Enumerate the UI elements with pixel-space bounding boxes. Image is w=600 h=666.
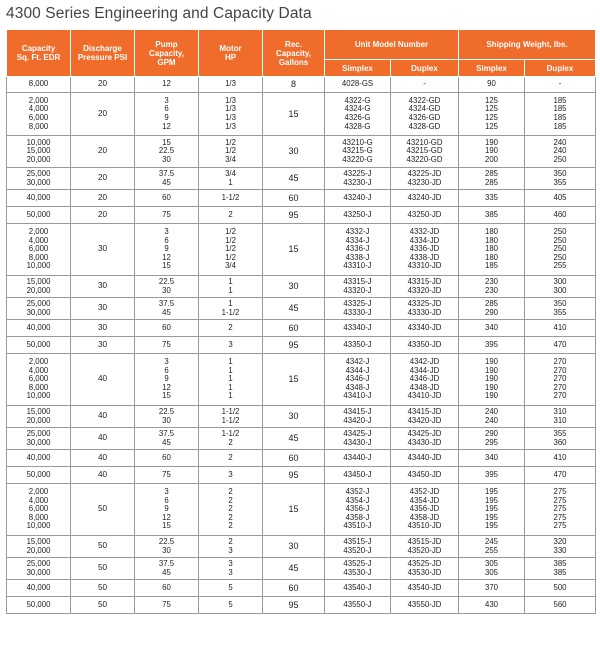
table-row xyxy=(7,224,596,276)
simplex-model-cell: 43540-J xyxy=(325,580,391,597)
discharge-pressure-cell: 40 xyxy=(71,354,135,406)
discharge-pressure-cell: 40 xyxy=(71,467,135,484)
simplex-model-cell: 43550-J xyxy=(325,597,391,614)
duplex-weight-cell: 250 250 250 250 255 xyxy=(525,224,596,276)
discharge-pressure-cell: 40 xyxy=(71,406,135,428)
header-model-duplex: Duplex xyxy=(391,60,459,77)
discharge-pressure-cell: 50 xyxy=(71,597,135,614)
table-row xyxy=(7,190,596,207)
simplex-weight-cell: 245 255 xyxy=(459,536,525,558)
simplex-weight-cell: 230 230 xyxy=(459,276,525,298)
pump-gpm-cell: 37.5 45 xyxy=(135,168,199,190)
rec-capacity-cell: 15 xyxy=(263,354,325,406)
pump-gpm-cell: 3 6 9 12 15 xyxy=(135,224,199,276)
pump-gpm-cell: 22.5 30 xyxy=(135,536,199,558)
simplex-model-cell: 43240-J xyxy=(325,190,391,207)
simplex-weight-cell: 430 xyxy=(459,597,525,614)
capacity-cell: 40,000 xyxy=(7,450,71,467)
table-row xyxy=(7,207,596,224)
duplex-weight-cell: 460 xyxy=(525,207,596,224)
duplex-model-cell: 43340-JD xyxy=(391,320,459,337)
table-row xyxy=(7,484,596,536)
rec-capacity-cell: 95 xyxy=(263,337,325,354)
table-row xyxy=(7,536,596,558)
motor-hp-cell: 1/2 1/2 3/4 xyxy=(199,136,263,168)
simplex-model-cell: 4332-J 4334-J 4336-J 4338-J 43310-J xyxy=(325,224,391,276)
motor-hp-cell: 1 1 1 1 1 xyxy=(199,354,263,406)
header-shipping-weight: Shipping Weight, lbs. xyxy=(459,30,596,60)
simplex-model-cell: 43425-J 43430-J xyxy=(325,428,391,450)
capacity-cell: 10,000 15,000 20,000 xyxy=(7,136,71,168)
pump-gpm-cell: 75 xyxy=(135,337,199,354)
motor-hp-cell: 1 1 xyxy=(199,276,263,298)
rec-capacity-cell: 8 xyxy=(263,77,325,93)
discharge-pressure-cell: 30 xyxy=(71,276,135,298)
discharge-pressure-cell: 40 xyxy=(71,450,135,467)
simplex-weight-cell: 90 xyxy=(459,77,525,93)
table-row xyxy=(7,580,596,597)
table-row xyxy=(7,77,596,93)
header-weight-simplex: Simplex xyxy=(459,60,525,77)
duplex-model-cell: 4342-JD 4344-JD 4346-JD 4348-JD 43410-JD xyxy=(391,354,459,406)
table-row xyxy=(7,467,596,484)
simplex-model-cell: 43325-J 43330-J xyxy=(325,298,391,320)
rec-capacity-cell: 95 xyxy=(263,597,325,614)
simplex-model-cell: 43350-J xyxy=(325,337,391,354)
motor-hp-cell: 2 xyxy=(199,207,263,224)
duplex-model-cell: 43540-JD xyxy=(391,580,459,597)
discharge-pressure-cell: 50 xyxy=(71,536,135,558)
discharge-pressure-cell: 50 xyxy=(71,580,135,597)
discharge-pressure-cell: 20 xyxy=(71,190,135,207)
simplex-model-cell: 43210-G 43215-G 43220-G xyxy=(325,136,391,168)
duplex-model-cell: 4332-JD 4334-JD 4336-JD 4338-JD 43310-JD xyxy=(391,224,459,276)
discharge-pressure-cell: 20 xyxy=(71,93,135,136)
simplex-weight-cell: 305 305 xyxy=(459,558,525,580)
duplex-weight-cell: 240 240 250 xyxy=(525,136,596,168)
simplex-weight-cell: 290 295 xyxy=(459,428,525,450)
motor-hp-cell: 1-1/2 2 xyxy=(199,428,263,450)
rec-capacity-cell: 45 xyxy=(263,298,325,320)
header-unit-model-number: Unit Model Number xyxy=(325,30,459,60)
motor-hp-cell: 1/3 xyxy=(199,77,263,93)
duplex-model-cell: 43240-JD xyxy=(391,190,459,207)
pump-gpm-cell: 3 6 9 12 15 xyxy=(135,484,199,536)
simplex-weight-cell: 370 xyxy=(459,580,525,597)
simplex-model-cell: 43525-J 43530-J xyxy=(325,558,391,580)
motor-hp-cell: 3 3 xyxy=(199,558,263,580)
duplex-weight-cell: 500 xyxy=(525,580,596,597)
discharge-pressure-cell: 30 xyxy=(71,320,135,337)
duplex-weight-cell: 300 300 xyxy=(525,276,596,298)
duplex-model-cell: 43225-JD 43230-JD xyxy=(391,168,459,190)
pump-gpm-cell: 75 xyxy=(135,597,199,614)
table-row xyxy=(7,276,596,298)
duplex-model-cell: 43450-JD xyxy=(391,467,459,484)
duplex-weight-cell: 270 270 270 270 270 xyxy=(525,354,596,406)
simplex-weight-cell: 190 190 190 190 190 xyxy=(459,354,525,406)
duplex-weight-cell: 185 185 185 185 xyxy=(525,93,596,136)
duplex-model-cell: 43525-JD 43530-JD xyxy=(391,558,459,580)
capacity-cell: 25,000 30,000 xyxy=(7,168,71,190)
pump-gpm-cell: 60 xyxy=(135,450,199,467)
rec-capacity-cell: 30 xyxy=(263,136,325,168)
rec-capacity-cell: 95 xyxy=(263,467,325,484)
duplex-model-cell: 43550-JD xyxy=(391,597,459,614)
duplex-weight-cell: 350 355 xyxy=(525,298,596,320)
simplex-weight-cell: 285 290 xyxy=(459,298,525,320)
capacity-cell: 50,000 xyxy=(7,207,71,224)
pump-gpm-cell: 37.5 45 xyxy=(135,298,199,320)
rec-capacity-cell: 60 xyxy=(263,320,325,337)
pump-gpm-cell: 60 xyxy=(135,580,199,597)
simplex-weight-cell: 395 xyxy=(459,337,525,354)
rec-capacity-cell: 60 xyxy=(263,580,325,597)
simplex-model-cell: 4352-J 4354-J 4356-J 4358-J 43510-J xyxy=(325,484,391,536)
table-row xyxy=(7,428,596,450)
motor-hp-cell: 3/4 1 xyxy=(199,168,263,190)
header-motor-hp: Motor HP xyxy=(199,30,263,77)
pump-gpm-cell: 15 22.5 30 xyxy=(135,136,199,168)
motor-hp-cell: 1/3 1/3 1/3 1/3 xyxy=(199,93,263,136)
duplex-model-cell: 43425-JD 43430-JD xyxy=(391,428,459,450)
motor-hp-cell: 1 1-1/2 xyxy=(199,298,263,320)
capacity-cell: 2,000 4,000 6,000 8,000 10,000 xyxy=(7,224,71,276)
duplex-model-cell: - xyxy=(391,77,459,93)
motor-hp-cell: 5 xyxy=(199,580,263,597)
capacity-cell: 2,000 4,000 6,000 8,000 10,000 xyxy=(7,484,71,536)
discharge-pressure-cell: 30 xyxy=(71,298,135,320)
duplex-model-cell: 43210-GD 43215-GD 43220-GD xyxy=(391,136,459,168)
capacity-cell: 25,000 30,000 xyxy=(7,298,71,320)
capacity-cell: 40,000 xyxy=(7,320,71,337)
discharge-pressure-cell: 20 xyxy=(71,77,135,93)
simplex-weight-cell: 385 xyxy=(459,207,525,224)
duplex-model-cell: 43315-JD 43320-JD xyxy=(391,276,459,298)
header-pump-capacity: Pump Capacity, GPM xyxy=(135,30,199,77)
duplex-model-cell: 43325-JD 43330-JD xyxy=(391,298,459,320)
simplex-model-cell: 4028-GS xyxy=(325,77,391,93)
rec-capacity-cell: 15 xyxy=(263,93,325,136)
capacity-cell: 40,000 xyxy=(7,580,71,597)
discharge-pressure-cell: 20 xyxy=(71,207,135,224)
rec-capacity-cell: 60 xyxy=(263,190,325,207)
duplex-weight-cell: 355 360 xyxy=(525,428,596,450)
simplex-weight-cell: 195 195 195 195 195 xyxy=(459,484,525,536)
page-title: 4300 Series Engineering and Capacity Data xyxy=(6,5,312,22)
simplex-weight-cell: 240 240 xyxy=(459,406,525,428)
duplex-model-cell: 43250-JD xyxy=(391,207,459,224)
discharge-pressure-cell: 50 xyxy=(71,484,135,536)
simplex-weight-cell: 190 190 200 xyxy=(459,136,525,168)
duplex-weight-cell: 275 275 275 275 275 xyxy=(525,484,596,536)
simplex-model-cell: 43225-J 43230-J xyxy=(325,168,391,190)
duplex-weight-cell: 470 xyxy=(525,337,596,354)
duplex-weight-cell: 350 355 xyxy=(525,168,596,190)
rec-capacity-cell: 95 xyxy=(263,207,325,224)
simplex-model-cell: 43250-J xyxy=(325,207,391,224)
simplex-model-cell: 43415-J 43420-J xyxy=(325,406,391,428)
duplex-model-cell: 4322-GD 4324-GD 4326-GD 4328-GD xyxy=(391,93,459,136)
rec-capacity-cell: 45 xyxy=(263,558,325,580)
pump-gpm-cell: 75 xyxy=(135,207,199,224)
simplex-weight-cell: 395 xyxy=(459,467,525,484)
capacity-cell: 15,000 20,000 xyxy=(7,406,71,428)
simplex-weight-cell: 340 xyxy=(459,450,525,467)
simplex-weight-cell: 340 xyxy=(459,320,525,337)
table-body xyxy=(7,77,596,614)
pump-gpm-cell: 37.5 45 xyxy=(135,558,199,580)
duplex-weight-cell: 385 385 xyxy=(525,558,596,580)
simplex-model-cell: 43440-J xyxy=(325,450,391,467)
duplex-weight-cell: - xyxy=(525,77,596,93)
motor-hp-cell: 1-1/2 xyxy=(199,190,263,207)
motor-hp-cell: 1-1/2 1-1/2 xyxy=(199,406,263,428)
table-row xyxy=(7,136,596,168)
rec-capacity-cell: 15 xyxy=(263,224,325,276)
motor-hp-cell: 2 2 2 2 2 xyxy=(199,484,263,536)
duplex-weight-cell: 410 xyxy=(525,450,596,467)
table-row xyxy=(7,450,596,467)
table-row xyxy=(7,558,596,580)
pump-gpm-cell: 3 6 9 12 xyxy=(135,93,199,136)
capacity-cell: 2,000 4,000 6,000 8,000 10,000 xyxy=(7,354,71,406)
capacity-cell: 50,000 xyxy=(7,597,71,614)
duplex-model-cell: 43350-JD xyxy=(391,337,459,354)
pump-gpm-cell: 12 xyxy=(135,77,199,93)
discharge-pressure-cell: 20 xyxy=(71,136,135,168)
pump-gpm-cell: 60 xyxy=(135,190,199,207)
header-model-simplex: Simplex xyxy=(325,60,391,77)
motor-hp-cell: 2 3 xyxy=(199,536,263,558)
capacity-cell: 8,000 xyxy=(7,77,71,93)
duplex-weight-cell: 405 xyxy=(525,190,596,207)
pump-gpm-cell: 22.5 30 xyxy=(135,276,199,298)
simplex-model-cell: 43340-J xyxy=(325,320,391,337)
rec-capacity-cell: 30 xyxy=(263,406,325,428)
capacity-cell: 40,000 xyxy=(7,190,71,207)
simplex-weight-cell: 180 180 180 180 185 xyxy=(459,224,525,276)
duplex-weight-cell: 410 xyxy=(525,320,596,337)
capacity-cell: 25,000 30,000 xyxy=(7,428,71,450)
discharge-pressure-cell: 30 xyxy=(71,337,135,354)
duplex-weight-cell: 560 xyxy=(525,597,596,614)
duplex-weight-cell: 320 330 xyxy=(525,536,596,558)
rec-capacity-cell: 15 xyxy=(263,484,325,536)
capacity-cell: 15,000 20,000 xyxy=(7,276,71,298)
pump-gpm-cell: 37.5 45 xyxy=(135,428,199,450)
capacity-data-table xyxy=(6,29,596,614)
capacity-cell: 2,000 4,000 6,000 8,000 xyxy=(7,93,71,136)
motor-hp-cell: 3 xyxy=(199,467,263,484)
pump-gpm-cell: 75 xyxy=(135,467,199,484)
duplex-model-cell: 43440-JD xyxy=(391,450,459,467)
duplex-model-cell: 43415-JD 43420-JD xyxy=(391,406,459,428)
discharge-pressure-cell: 30 xyxy=(71,224,135,276)
duplex-weight-cell: 310 310 xyxy=(525,406,596,428)
rec-capacity-cell: 60 xyxy=(263,450,325,467)
discharge-pressure-cell: 40 xyxy=(71,428,135,450)
capacity-cell: 25,000 30,000 xyxy=(7,558,71,580)
pump-gpm-cell: 3 6 9 12 15 xyxy=(135,354,199,406)
simplex-model-cell: 43315-J 43320-J xyxy=(325,276,391,298)
simplex-model-cell: 43515-J 43520-J xyxy=(325,536,391,558)
capacity-cell: 50,000 xyxy=(7,467,71,484)
header-discharge-pressure: Discharge Pressure PSI xyxy=(71,30,135,77)
table-row xyxy=(7,337,596,354)
header-capacity: Capacity Sq. Ft. EDR xyxy=(7,30,71,77)
header-rec-capacity: Rec. Capacity, Gallons xyxy=(263,30,325,77)
duplex-weight-cell: 470 xyxy=(525,467,596,484)
motor-hp-cell: 5 xyxy=(199,597,263,614)
header-weight-duplex: Duplex xyxy=(525,60,596,77)
rec-capacity-cell: 45 xyxy=(263,168,325,190)
rec-capacity-cell: 30 xyxy=(263,276,325,298)
table-row xyxy=(7,168,596,190)
motor-hp-cell: 1/2 1/2 1/2 1/2 3/4 xyxy=(199,224,263,276)
discharge-pressure-cell: 50 xyxy=(71,558,135,580)
rec-capacity-cell: 30 xyxy=(263,536,325,558)
rec-capacity-cell: 45 xyxy=(263,428,325,450)
capacity-cell: 15,000 20,000 xyxy=(7,536,71,558)
table-row xyxy=(7,298,596,320)
capacity-cell: 50,000 xyxy=(7,337,71,354)
motor-hp-cell: 2 xyxy=(199,450,263,467)
pump-gpm-cell: 22.5 30 xyxy=(135,406,199,428)
table-row xyxy=(7,597,596,614)
simplex-model-cell: 43450-J xyxy=(325,467,391,484)
duplex-model-cell: 43515-JD 43520-JD xyxy=(391,536,459,558)
simplex-model-cell: 4322-G 4324-G 4326-G 4328-G xyxy=(325,93,391,136)
simplex-weight-cell: 285 285 xyxy=(459,168,525,190)
simplex-model-cell: 4342-J 4344-J 4346-J 4348-J 43410-J xyxy=(325,354,391,406)
pump-gpm-cell: 60 xyxy=(135,320,199,337)
table-row xyxy=(7,320,596,337)
simplex-weight-cell: 125 125 125 125 xyxy=(459,93,525,136)
table-row xyxy=(7,354,596,406)
table-row xyxy=(7,406,596,428)
motor-hp-cell: 2 xyxy=(199,320,263,337)
table-row xyxy=(7,93,596,136)
motor-hp-cell: 3 xyxy=(199,337,263,354)
duplex-model-cell: 4352-JD 4354-JD 4356-JD 4358-JD 43510-JD xyxy=(391,484,459,536)
discharge-pressure-cell: 20 xyxy=(71,168,135,190)
simplex-weight-cell: 335 xyxy=(459,190,525,207)
